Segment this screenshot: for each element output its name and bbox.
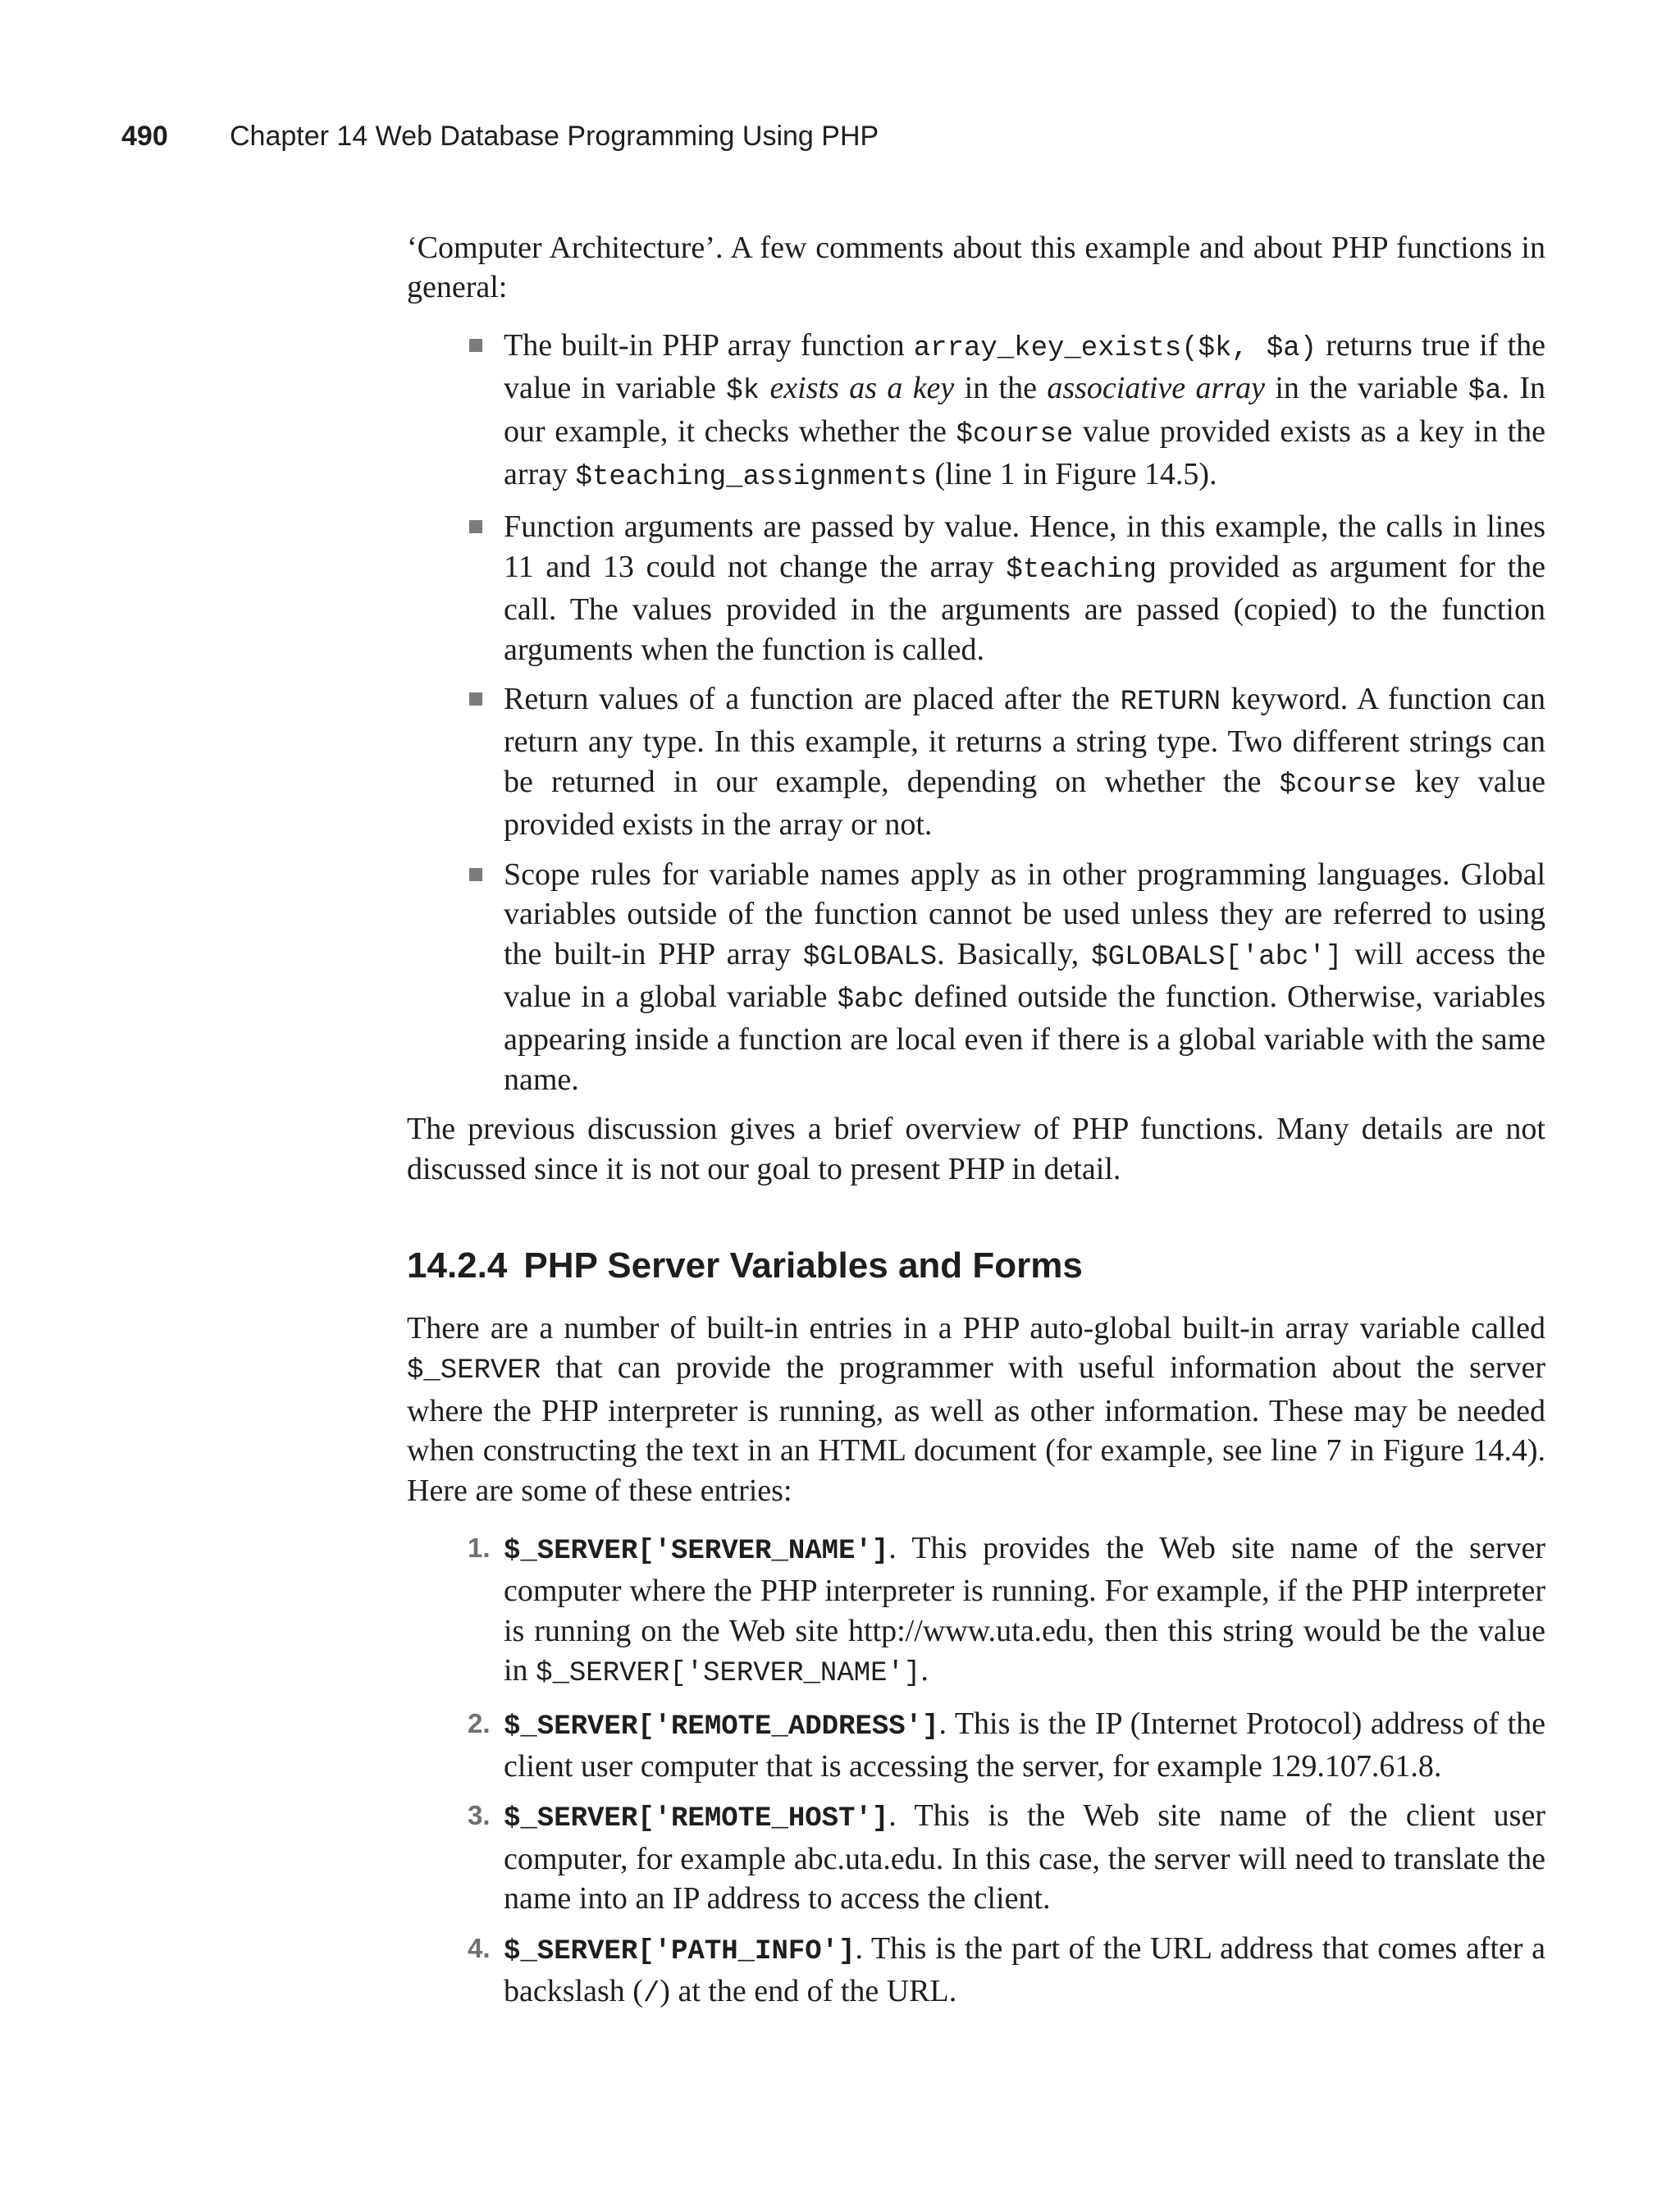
entry-code: $_SERVER['REMOTE_HOST'] <box>504 1803 889 1835</box>
running-head <box>121 116 879 156</box>
entry-code: $_SERVER['SERVER_NAME'] <box>504 1535 889 1567</box>
inline-code: $_SERVER <box>407 1355 541 1387</box>
section-number: 14.2.4 <box>407 1245 508 1286</box>
inline-code: $course <box>956 418 1074 450</box>
comments-list <box>407 326 1545 1099</box>
square-bullet-icon <box>469 520 482 533</box>
list-number: 3. <box>468 1800 491 1831</box>
list-item: 1. $_SERVER['SERVER_NAME']. This provides the Web site name of the server computer where the PHP interpreter is running. For example, if the PHP interpreter is running on the Web site http://www.uta.edu, then this string would be the value in $_SERVER['SERVER_NAME']. <box>407 1528 1545 1694</box>
inline-code: $GLOBALS <box>802 941 938 973</box>
section-intro-paragraph: There are a number of built-in entries in a PHP auto-global built-in array variable called $_SERVER that can provide the programmer with useful information about the server where the PHP interpreter is running, as well as other information. These may be needed when constructing the text in an HTML document (for example, see line 7 in Figure 14.4). Here are some of these entries: <box>407 1310 1545 1508</box>
section-heading <box>407 1243 1545 1289</box>
inline-code: $teaching <box>1006 554 1157 586</box>
inline-code: $abc <box>837 984 905 1016</box>
closing-paragraph: The previous discussion gives a brief overview of PHP functions. Many details are not discussed since it is not our goal to present PHP in detail. <box>407 1112 1545 1186</box>
list-number: 1. <box>468 1532 491 1563</box>
inline-code: $_SERVER['SERVER_NAME'] <box>536 1658 921 1690</box>
main-text <box>407 228 1545 2024</box>
inline-code: array_key_exists($k, $a) <box>913 332 1317 364</box>
list-item: The built-in PHP array function array_key_exists($k, $a) returns true if the value in variable $k exists as a key in the associative array in the variable $a. In our example, it checks whether the $course value provided exists as a key in the array $teaching_assignments (line 1 in Figure 14.5). <box>407 326 1545 498</box>
inline-code: $a <box>1468 376 1502 408</box>
square-bullet-icon <box>469 339 482 352</box>
inline-code: $course <box>1279 769 1397 801</box>
emphasis: exists as a key <box>769 371 955 406</box>
list-number: 2. <box>468 1707 491 1738</box>
chapter-title: Chapter 14 Web Database Programming Using PHP <box>230 121 879 152</box>
list-item: Scope rules for variable names apply as in other programming languages. Global variables outside of the function cannot be used unless they are referred to using the built-in PHP array $GLOBALS. Basically, $GLOBALS['abc'] will access the value in a global variable $abc defined outside the function. Otherwise, variables appearing inside a function are local even if there is a global variable with the same name. <box>407 855 1545 1099</box>
square-bullet-icon <box>469 692 482 706</box>
inline-code: $teaching_assignments <box>575 462 928 494</box>
inline-code: $k <box>726 376 760 408</box>
square-bullet-icon <box>469 868 482 881</box>
inline-code: RETURN <box>1120 687 1221 719</box>
entry-code: $_SERVER['REMOTE_ADDRESS'] <box>504 1711 939 1743</box>
entry-code: $_SERVER['PATH_INFO'] <box>504 1935 856 1967</box>
opening-paragraph: ‘Computer Architecture’. A few comments about this example and about PHP functions in general: <box>407 231 1545 305</box>
page-number: 490 <box>121 121 168 152</box>
section-title: PHP Server Variables and Forms <box>523 1245 1083 1286</box>
list-item: Function arguments are passed by value. Hence, in this example, the calls in lines 11 and 13 could not change the array $teaching provided as argument for the call. The values provided in the arguments are passed (copied) to the function arguments when the function is called. <box>407 507 1545 669</box>
emphasis: associative array <box>1047 371 1265 406</box>
inline-code: / <box>642 1979 660 2011</box>
server-entries-list <box>407 1528 1545 2014</box>
list-item: Return values of a function are placed after the RETURN keyword. A function can return any type. In this example, it returns a string type. Two different strings can be returned in our example, depending on whether the $course key value provided exists in the array or not. <box>407 679 1545 845</box>
inline-code: $GLOBALS['abc'] <box>1091 941 1343 973</box>
list-number: 4. <box>468 1932 491 1963</box>
list-item: 4. $_SERVER['PATH_INFO']. This is the part of the URL address that comes after a backslash (/) at the end of the URL. <box>407 1929 1545 2015</box>
list-item: 3. $_SERVER['REMOTE_HOST']. This is the Web site name of the client user computer, for example abc.uta.edu. In this case, the server will need to translate the name into an IP address to access the client. <box>407 1796 1545 1918</box>
list-item: 2. $_SERVER['REMOTE_ADDRESS']. This is the IP (Internet Protocol) address of the client user computer that is accessing the server, for example 129.107.61.8. <box>407 1704 1545 1787</box>
